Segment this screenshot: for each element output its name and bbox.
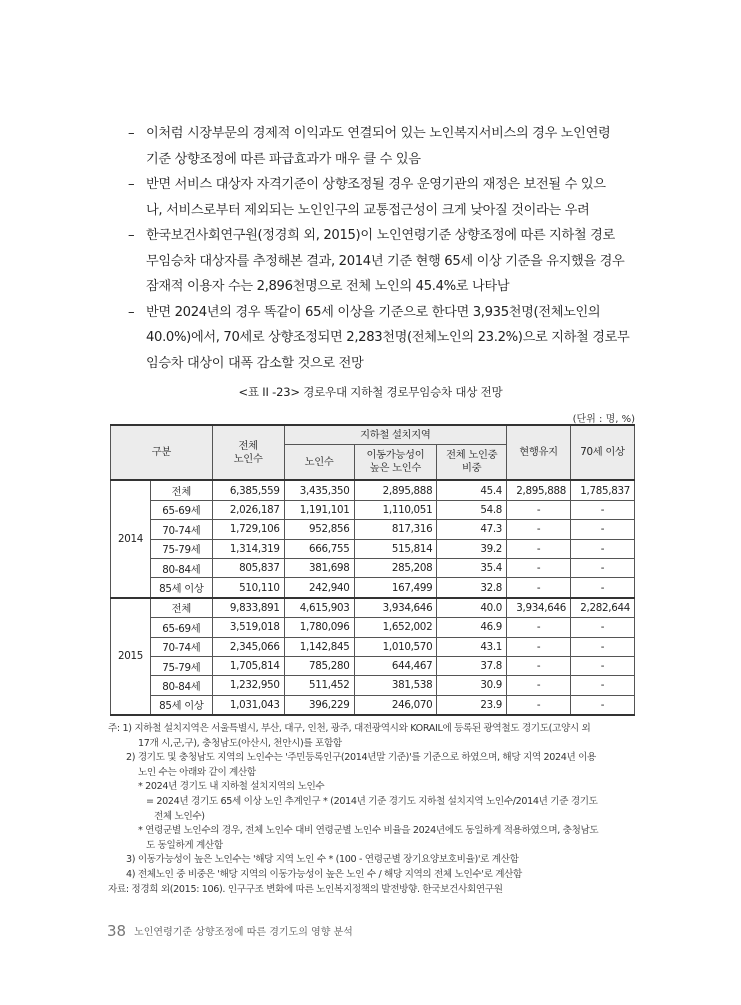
- elderly-cell: 3,435,350: [284, 480, 354, 500]
- age-group-cell: 85세 이상: [150, 578, 212, 598]
- year-cell: 2014: [111, 480, 151, 597]
- table-row: [111, 618, 635, 637]
- current-cell: -: [507, 558, 571, 577]
- header-current: 현행유지: [507, 425, 571, 480]
- running-title: 노인연령기준 상향조정에 따른 경기도의 영향 분석: [134, 927, 353, 938]
- share-cell: 47.3: [437, 520, 507, 539]
- mobile-cell: 381,538: [354, 676, 437, 695]
- year-cell: 2015: [111, 598, 151, 715]
- over70-cell: -: [571, 539, 635, 558]
- over70-cell: 1,785,837: [571, 480, 635, 500]
- table-row: [111, 539, 635, 558]
- total-cell: 2,345,066: [212, 637, 284, 656]
- share-cell: 35.4: [437, 558, 507, 577]
- bullet-line: 반면 2024년의 경우 똑같이 65세 이상을 기준으로 한다면 3,935천명(전체노인의: [146, 304, 601, 320]
- bullet-line: 임승차 대상이 대폭 감소할 것으로 전망: [146, 355, 364, 371]
- mobile-cell: 644,467: [354, 656, 437, 675]
- table-row: [111, 637, 635, 656]
- elderly-cell: 4,615,903: [284, 598, 354, 618]
- share-cell: 30.9: [437, 676, 507, 695]
- bullet-item: [128, 223, 640, 300]
- age-group-cell: 85세 이상: [150, 695, 212, 715]
- note-line: 도 동일하게 계산함: [146, 839, 223, 851]
- over70-cell: -: [571, 618, 635, 637]
- mobile-cell: 1,010,570: [354, 637, 437, 656]
- age-group-cell: 70-74세: [150, 637, 212, 656]
- bullet-line: 40.0%)에서, 70세로 상향조정되면 2,283천명(전체노인의 23.2%)으로 지하철 경로무: [146, 330, 630, 345]
- share-cell: 40.0: [437, 598, 507, 618]
- mobile-cell: 285,208: [354, 558, 437, 577]
- bullet-dash: –: [128, 177, 135, 192]
- mobile-cell: 246,070: [354, 695, 437, 715]
- over70-cell: -: [571, 656, 635, 675]
- bullet-line: 무임승차 대상자를 추정해본 결과, 2014년 기준 현행 65세 이상 기준을 유지했을 경우: [146, 253, 625, 269]
- note-line: 2) 경기도 및 충청남도 지역의 노인수는 '주민등록인구(2014년말 기준)'를 기준으로 하였으며, 해당 지역 2024년 이용: [126, 752, 596, 764]
- bullet-line: 잠재적 이용자 수는 2,896천명으로 전체 노인의 45.4%로 나타남: [146, 279, 510, 294]
- bullet-item: [128, 172, 640, 223]
- total-cell: 6,385,559: [212, 480, 284, 500]
- over70-cell: -: [571, 558, 635, 577]
- table-row: [111, 676, 635, 695]
- age-group-cell: 80-84세: [150, 676, 212, 695]
- total-cell: 2,026,187: [212, 500, 284, 519]
- total-cell: 1,031,043: [212, 695, 284, 715]
- elderly-cell: 1,191,101: [284, 500, 354, 519]
- total-cell: 9,833,891: [212, 598, 284, 618]
- age-group-cell: 75-79세: [150, 539, 212, 558]
- elderly-cell: 666,755: [284, 539, 354, 558]
- header-elderly-count: 노인수: [284, 445, 354, 481]
- note-line: * 2024년 경기도 내 지하철 설치지역의 노인수: [138, 781, 325, 793]
- share-cell: 45.4: [437, 480, 507, 500]
- over70-cell: -: [571, 695, 635, 715]
- note-line: 17개 시,군,구), 충청남도(아산시, 천안시)를 포함함: [138, 737, 342, 749]
- total-cell: 510,110: [212, 578, 284, 598]
- current-cell: -: [507, 695, 571, 715]
- elderly-cell: 511,452: [284, 676, 354, 695]
- header-gubun: 구분: [111, 425, 213, 480]
- mobile-cell: 1,652,002: [354, 618, 437, 637]
- bullet-line: 나, 서비스로부터 제외되는 노인인구의 교통접근성이 크게 낮아질 것이라는 우려: [146, 202, 590, 218]
- elderly-cell: 1,780,096: [284, 618, 354, 637]
- current-cell: -: [507, 520, 571, 539]
- total-cell: 1,705,814: [212, 656, 284, 675]
- page-number: 38: [107, 922, 127, 940]
- bullet-list: [128, 121, 640, 376]
- note-line: 주: 1) 지하철 설치지역은 서울특별시, 부산, 대구, 인천, 광주, 대전광역시와 KORAIL에 등록된 광역철도 경기도(고양시 외: [108, 723, 591, 734]
- mobile-cell: 167,499: [354, 578, 437, 598]
- total-cell: 3,519,018: [212, 618, 284, 637]
- share-cell: 23.9: [437, 695, 507, 715]
- mobile-cell: 1,110,051: [354, 500, 437, 519]
- age-group-cell: 전체: [150, 480, 212, 500]
- note-line: 자료: 정경희 외(2015: 106). 인구구조 변화에 따른 노인복지정책의 발전방향. 한국보건사회연구원: [108, 883, 503, 895]
- current-cell: 3,934,646: [507, 598, 571, 618]
- table-row: [111, 480, 635, 500]
- over70-cell: -: [571, 520, 635, 539]
- current-cell: -: [507, 578, 571, 598]
- over70-cell: -: [571, 676, 635, 695]
- bullet-line: 이처럼 시장부문의 경제적 이익과도 연결되어 있는 노인복지서비스의 경우 노인연령: [146, 126, 611, 141]
- age-group-cell: 75-79세: [150, 656, 212, 675]
- note-line: = 2024년 경기도 65세 이상 노인 추계인구 * (2014년 기준 경기도 지하철 설치지역 노인수/2014년 기준 경기도: [146, 795, 598, 807]
- age-group-cell: 전체: [150, 598, 212, 618]
- mobile-cell: 3,934,646: [354, 598, 437, 618]
- current-cell: 2,895,888: [507, 480, 571, 500]
- note-line: 4) 전체노인 중 비중은 '해당 지역의 이동가능성이 높은 노인 수 / 해당 지역의 전체 노인수'로 계산함: [126, 868, 522, 880]
- table-row: [111, 695, 635, 715]
- table-row: [111, 558, 635, 577]
- share-cell: 39.2: [437, 539, 507, 558]
- bullet-line: 한국보건사회연구원(정경희 외, 2015)이 노인연령기준 상향조정에 따른 지하철 경로: [146, 228, 615, 243]
- elderly-cell: 952,856: [284, 520, 354, 539]
- subway-free-ride-table: [110, 424, 635, 716]
- share-cell: 46.9: [437, 618, 507, 637]
- table-caption: <표 II -23> 경로우대 지하철 경로무임승차 대상 전망: [238, 385, 503, 399]
- current-cell: -: [507, 676, 571, 695]
- mobile-cell: 515,814: [354, 539, 437, 558]
- age-group-cell: 65-69세: [150, 500, 212, 519]
- note-line: 전체 노인수): [154, 810, 205, 822]
- elderly-cell: 396,229: [284, 695, 354, 715]
- bullet-item: [128, 121, 640, 172]
- table-row: [111, 598, 635, 618]
- age-group-cell: 80-84세: [150, 558, 212, 577]
- current-cell: -: [507, 539, 571, 558]
- over70-cell: 2,282,644: [571, 598, 635, 618]
- elderly-cell: 381,698: [284, 558, 354, 577]
- header-total-elderly: 전체 노인수: [212, 425, 284, 480]
- elderly-cell: 785,280: [284, 656, 354, 675]
- bullet-item: [128, 300, 640, 377]
- table-row: [111, 500, 635, 519]
- share-cell: 37.8: [437, 656, 507, 675]
- header-over70: 70세 이상: [571, 425, 635, 480]
- current-cell: -: [507, 500, 571, 519]
- over70-cell: -: [571, 578, 635, 598]
- bullet-dash: –: [128, 228, 135, 243]
- total-cell: 1,314,319: [212, 539, 284, 558]
- current-cell: -: [507, 637, 571, 656]
- over70-cell: -: [571, 500, 635, 519]
- share-cell: 43.1: [437, 637, 507, 656]
- table-row: [111, 656, 635, 675]
- total-cell: 805,837: [212, 558, 284, 577]
- note-line: 노인 수는 아래와 같이 계산함: [138, 766, 256, 778]
- age-group-cell: 70-74세: [150, 520, 212, 539]
- note-line: 3) 이동가능성이 높은 노인수는 '해당 지역 노인 수 * (100 - 연령군별 장기요양보호비율)'로 계산함: [126, 854, 519, 866]
- page-footer: [107, 922, 353, 940]
- share-cell: 54.8: [437, 500, 507, 519]
- bullet-dash: –: [128, 126, 135, 141]
- note-line: * 연령군별 노인수의 경우, 전체 노인수 대비 연령군별 노인수 비율을 2024년에도 동일하게 적용하였으며, 충청남도: [138, 825, 599, 837]
- header-share: 전체 노인중 비중: [437, 445, 507, 481]
- share-cell: 32.8: [437, 578, 507, 598]
- header-mobile-elderly: 이동가능성이 높은 노인수: [354, 445, 437, 481]
- bullet-line: 반면 서비스 대상자 자격기준이 상향조정될 경우 운영기관의 재정은 보전될 수 있으: [146, 177, 606, 192]
- total-cell: 1,232,950: [212, 676, 284, 695]
- table-notes: [108, 722, 638, 897]
- bullet-line: 기준 상향조정에 따른 파급효과가 매우 클 수 있음: [146, 151, 421, 167]
- elderly-cell: 1,142,845: [284, 637, 354, 656]
- current-cell: -: [507, 618, 571, 637]
- elderly-cell: 242,940: [284, 578, 354, 598]
- mobile-cell: 817,316: [354, 520, 437, 539]
- bullet-dash: –: [128, 304, 135, 320]
- over70-cell: -: [571, 637, 635, 656]
- mobile-cell: 2,895,888: [354, 480, 437, 500]
- total-cell: 1,729,106: [212, 520, 284, 539]
- table-row: [111, 578, 635, 598]
- current-cell: -: [507, 656, 571, 675]
- table-row: [111, 520, 635, 539]
- age-group-cell: 65-69세: [150, 618, 212, 637]
- header-subway-area: 지하철 설치지역: [284, 425, 506, 445]
- table-unit: (단위 : 명, %): [572, 414, 635, 425]
